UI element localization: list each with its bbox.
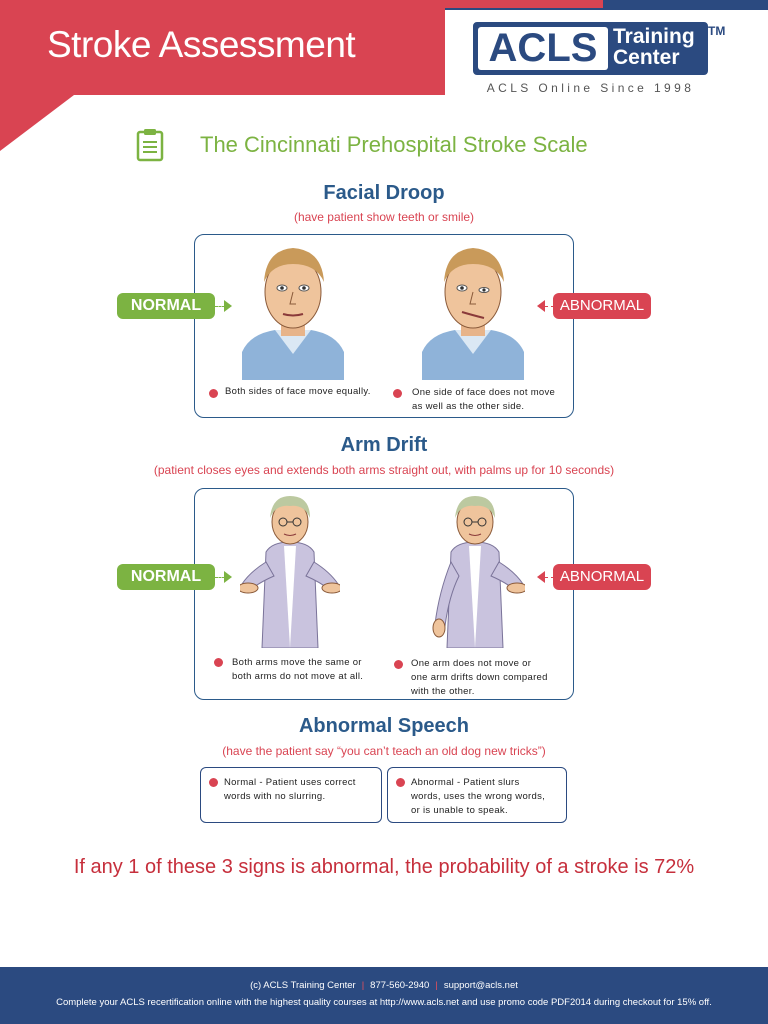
arm-abnormal-label: ABNORMAL xyxy=(553,564,651,590)
caption-line: both arms do not move at all. xyxy=(232,671,364,682)
facial-droop-title: Facial Droop xyxy=(323,182,445,204)
arm-normal-caption xyxy=(232,656,363,684)
facial-normal-label: NORMAL xyxy=(117,293,215,319)
logo-trademark: TM xyxy=(708,24,726,38)
caption-line: One side of face does not move xyxy=(412,387,556,398)
normal-arms-illustration xyxy=(240,492,340,648)
bullet-icon xyxy=(214,658,223,667)
caption-line: one arm drifts down compared xyxy=(411,672,548,683)
bullet-icon xyxy=(209,389,218,398)
header-banner-corner xyxy=(0,95,74,151)
page-title: Stroke Assessment xyxy=(47,24,356,65)
abnormal-arms-illustration xyxy=(425,492,525,648)
footer-promo: Complete your ACLS recertification online with the highest quality courses at http://www.acls.net and use promo code PDF2014 during checkout for 15% off. xyxy=(56,997,712,1008)
caption-line: Both arms move the same or xyxy=(232,657,362,668)
footer-phone[interactable]: 877-560-2940 xyxy=(370,980,430,991)
caption-line: Abnormal - Patient slurs xyxy=(411,777,520,788)
arrow-right-icon xyxy=(224,571,232,583)
arm-normal-label: NORMAL xyxy=(117,564,215,590)
bullet-icon xyxy=(209,778,218,787)
facial-abnormal-connector xyxy=(545,306,554,307)
caption-line: One arm does not move or xyxy=(411,658,532,669)
arm-abnormal-caption xyxy=(411,657,548,699)
caption-line: as well as the other side. xyxy=(412,401,525,412)
speech-normal-box xyxy=(200,767,382,823)
facial-abnormal-label: ABNORMAL xyxy=(553,293,651,319)
header-red-accent xyxy=(445,0,603,8)
logo-tagline: ACLS Online Since 1998 xyxy=(486,81,695,95)
arrow-left-icon xyxy=(537,571,545,583)
abnormal-speech-title: Abnormal Speech xyxy=(298,715,470,737)
abnormal-speech-subtitle: (have the patient say “you can’t teach an old dog new tricks”) xyxy=(222,744,546,758)
footer-bar xyxy=(0,967,768,1024)
footer-copyright: (c) ACLS Training Center xyxy=(250,980,356,991)
logo-line-training: Training xyxy=(613,25,695,48)
normal-face-illustration xyxy=(240,242,346,380)
caption-line: Normal - Patient uses correct xyxy=(224,777,356,788)
acls-logo xyxy=(473,22,708,75)
speech-abnormal-box xyxy=(387,767,567,823)
facial-droop-subtitle: (have patient show teeth or smile) xyxy=(293,210,475,224)
arm-drift-subtitle: (patient closes eyes and extends both arms straight out, with palms up for 10 seconds) xyxy=(153,463,615,477)
facial-abnormal-caption xyxy=(412,386,555,414)
stroke-probability-statement: If any 1 of these 3 signs is abnormal, the probability of a stroke is 72% xyxy=(73,856,695,878)
footer-contact: (c) ACLS Training Center | 877-560-2940 | support@acls.net xyxy=(250,980,518,991)
caption-line: with the other. xyxy=(411,686,475,697)
logo-acls-text: ACLS xyxy=(478,27,608,70)
footer-email[interactable]: support@acls.net xyxy=(443,980,518,991)
caption-line: words, uses the wrong words, xyxy=(411,791,546,802)
caption-line: words with no slurring. xyxy=(224,791,326,802)
logo-line-center: Center xyxy=(613,46,680,69)
arm-abnormal-connector xyxy=(545,577,554,578)
clipboard-icon xyxy=(136,128,164,162)
arrow-left-icon xyxy=(537,300,545,312)
abnormal-face-illustration xyxy=(420,242,526,380)
speech-normal-text xyxy=(224,776,356,804)
arm-drift-title: Arm Drift xyxy=(340,434,428,456)
facial-normal-caption: Both sides of face move equally. xyxy=(225,386,371,397)
bullet-icon xyxy=(396,778,405,787)
speech-abnormal-text xyxy=(411,776,545,818)
bullet-icon xyxy=(393,389,402,398)
scale-title: The Cincinnati Prehospital Stroke Scale xyxy=(200,132,588,157)
bullet-icon xyxy=(394,660,403,669)
arrow-right-icon xyxy=(224,300,232,312)
logo-training-center xyxy=(613,26,695,68)
caption-line: or is unable to speak. xyxy=(411,805,508,816)
